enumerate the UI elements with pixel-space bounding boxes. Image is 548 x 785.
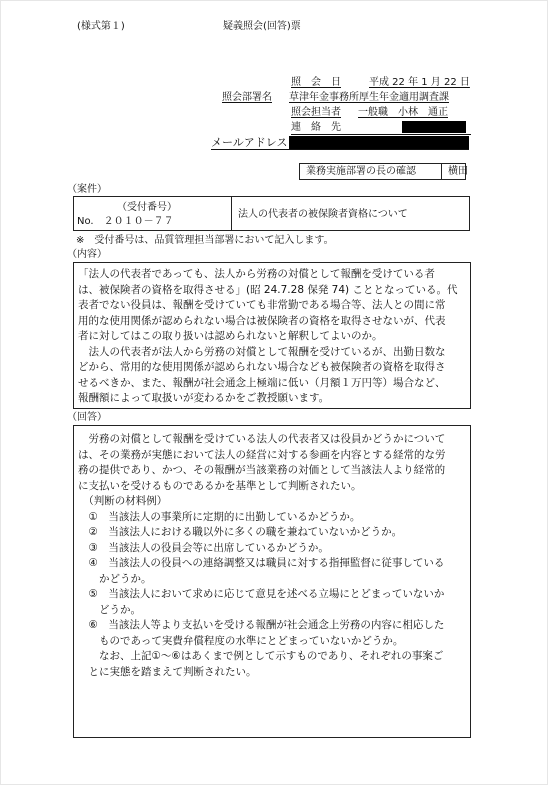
answer-line: ① 当該法人の事業所に定期的に出勤しているかどうか。 <box>78 510 361 523</box>
answer-line: とに実態を踏まえて判断されたい。 <box>78 665 257 678</box>
content-text <box>78 267 457 407</box>
answer-line: 務の提供であり、かつ、その報酬が当該業務の対価として当該法人より経常的 <box>78 464 446 476</box>
person-label: 照会担当者 <box>291 107 341 118</box>
answer-line: は、その業務が実態において法人の経営に対する参画を内容とする経常的な労 <box>78 448 446 461</box>
dept-label: 照会部署名 <box>222 92 272 103</box>
content-line: せるべきか、また、報酬が社会通念上極端に低い（月額１万円等）場合など、 <box>78 376 446 389</box>
answer-line: ③ 当該法人の役員会等に出席しているかどうか。 <box>78 541 329 554</box>
answer-line: ⑤ 当該法人において求めに応じて意見を述べる立場にとどまっていないか <box>78 588 445 600</box>
contact-label: 連 絡 先 <box>291 122 341 133</box>
case-section-label: （案件） <box>67 184 107 195</box>
answer-line: ⑥ 当該法人等より支払いを受ける報酬が社会通念上労務の内容に相応した <box>78 619 445 631</box>
content-line: は、被保険者の資格を取得させる」(昭 24.7.28 保発 74) こととなっている。代 <box>78 283 458 296</box>
confirm-label: 業務実施部署の長の確認 <box>306 166 416 177</box>
content-line: 用的な使用関係が認められない場合は被保険者の資格を取得させないが、代表 <box>78 314 446 327</box>
email-underline <box>211 149 469 150</box>
content-box <box>73 262 471 409</box>
answer-line: に支払いを受けるものであるかを基準として判断されたい。 <box>78 479 362 492</box>
dept-value: 草津年金事務所厚生年金適用調査課 <box>289 92 449 103</box>
email-label: メールアドレス <box>211 136 288 149</box>
date-value: 平成 22 年 1 月 22 日 <box>369 77 470 88</box>
content-section-label: （内容） <box>67 249 107 260</box>
content-line: 報酬額によって取扱いが変わるかをご教授願います。 <box>78 392 330 404</box>
case-divider <box>231 197 232 230</box>
answer-line: 労務の対償として報酬を受けている法人の代表者又は役員かどうかについて <box>78 433 446 445</box>
content-line: 法人の代表者が法人から労務の対償として報酬を受けているが、出勤日数な <box>78 345 446 358</box>
content-line: どから、常用的な使用関係が認められない場合なども被保険者の資格を取得さ <box>78 361 446 373</box>
contact-redaction <box>402 121 466 133</box>
email-redaction <box>289 136 469 149</box>
person-value: 一般職 小林 通正 <box>358 107 448 118</box>
answer-line: ② 当該法人における職以外に多くの職を兼ねていないかどうか。 <box>78 526 403 538</box>
contact-underline <box>291 134 471 135</box>
receipt-number: No. ２０１０－７７ <box>77 216 174 227</box>
answer-line: ④ 当該法人の役員への連絡調整又は職員に対する指揮監督に従事している <box>78 557 445 569</box>
answer-line: （判断の材料例） <box>78 495 168 507</box>
answer-text <box>78 432 446 680</box>
content-line: 者に対してはこの取り扱いは認められないと解釈してよいのか。 <box>78 330 383 342</box>
case-subject: 法人の代表者の被保険者資格について <box>238 209 408 220</box>
form-number: (様式第１) <box>77 21 125 32</box>
confirm-divider <box>441 164 442 179</box>
answer-line: かどうか。 <box>78 572 152 585</box>
answer-line: なお、上記①～⑥はあくまで例として示すものであり、それぞれの事案ご <box>78 650 444 662</box>
confirm-value: 横田 <box>448 166 468 177</box>
confirm-box <box>299 163 466 180</box>
case-table <box>73 196 470 231</box>
content-line: 「法人の代表者であっても、法人から労務の対償として報酬を受けている者 <box>78 268 435 280</box>
answer-box <box>73 425 471 738</box>
content-line: 表者でない役員は、報酬を受けていても非常勤である場合等、法人との間に常 <box>78 299 446 311</box>
form-title: 疑義照会(回答)票 <box>223 21 301 32</box>
answer-line: どうか。 <box>78 603 141 616</box>
receipt-label: （受付番号） <box>117 202 177 213</box>
answer-section-label: （回答） <box>67 412 107 423</box>
receipt-note: ※ 受付番号は、品質管理担当部署において記入します。 <box>76 235 334 246</box>
answer-line: ものであって実費弁償程度の水準にとどまっていないかどうか。 <box>78 634 404 647</box>
date-label: 照 会 日 <box>291 77 341 88</box>
